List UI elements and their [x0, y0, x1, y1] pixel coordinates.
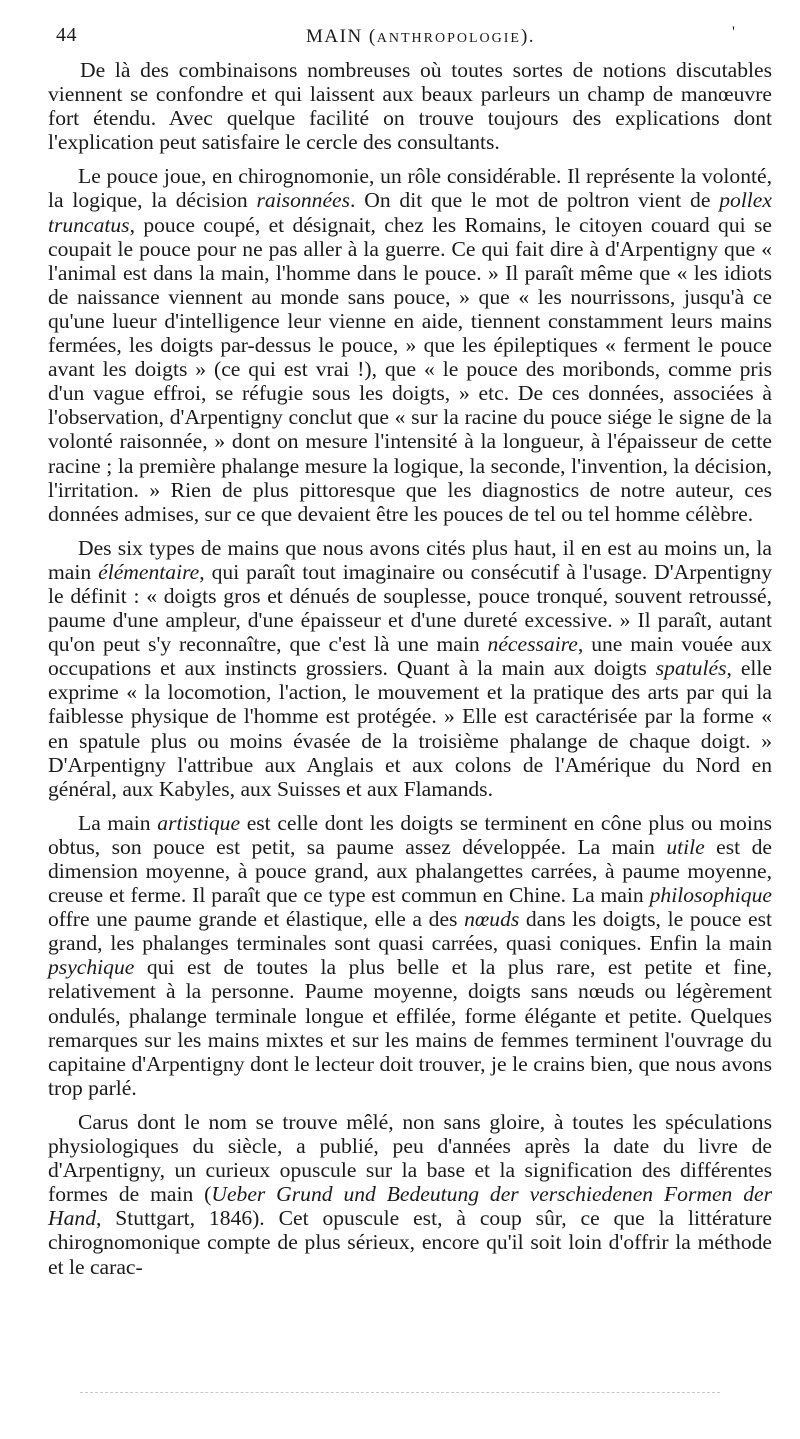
italic-term: spatulés — [655, 656, 727, 681]
footer-rule — [80, 1392, 720, 1393]
paragraph-4 — [48, 811, 772, 1100]
text-segment: dans les doigts, le pouce est grand, les phalanges terminales sont quasi carrées, quasi coniques. Enfin la main — [48, 907, 773, 956]
text-segment: , une main vouée aux occupations et aux instincts grossiers. Quant à la main aux doigts — [48, 632, 772, 681]
italic-term: philosophique — [649, 883, 772, 908]
italic-term: élémentaire — [98, 559, 200, 584]
italic-term: nécessaire — [487, 632, 578, 657]
paragraph-2 — [48, 164, 772, 525]
italic-term: nœuds — [464, 907, 520, 932]
text-segment: . On dit que le mot de poltron vient de — [350, 188, 720, 213]
running-head-small-caps: ANTHROPOLOGIE — [376, 31, 521, 46]
running-head-end: ). — [520, 26, 536, 47]
italic-term: utile — [666, 834, 705, 859]
text-segment: , pouce coupé, et désignait, chez les Romains, le citoyen couard qui se coupait le pouce pour ne pas aller à la guerre. Ce qui fait dire à d'Arpentigny que « l'animal est dans la main, l'homme dans le pouce. » Il paraît même que « les idiots de naissance viennent au monde sans pouce, » que « les nourrissons, jusqu'à ce qu'une lueur d'intelligence leur vienne en aide, tiennent constamment leurs mains fermées, les doigts par-dessus le pouce, » que les épileptiques « ferment le pouce avant les doigts » (ce qui est vrai !), que « le pouce des moribonds, comme pris d'un vague effroi, se réfugie sous les doigts, » etc. De ces données, associées à l'observation, d'Arpentigny conclut que « sur la racine du pouce siége le signe de la volonté raisonnée, » dont on mesure l'intensité à la longueur, à l'épaisseur de cette racine ; la première phalange mesure la logique, la seconde, l'invention, la décision, l'irritation. » Rien de plus pittoresque que les diagnostics de notre auteur, ces données admises, sur ce que devaient être les pouces de tel ou tel homme célèbre. — [48, 212, 772, 526]
text-segment: est de dimension moyenne, à pouce grand, aux phalangettes carrées, à paume moyenne, creuse et ferme. Il paraît que ce type est commun en Chine. La main — [48, 834, 772, 908]
text-segment: , Stuttgart, 1846). Cet opuscule est, à coup sûr, ce que la littérature chirognomonique compte de plus sérieux, encore qu'il soit loin d'offrir la méthode et le carac- — [48, 1206, 772, 1279]
italic-term: psychique — [48, 955, 135, 980]
latin-term: pollex truncatus — [48, 188, 772, 237]
italic-term: artistique — [157, 810, 241, 835]
text-segment: , elle exprime « la locomotion, l'action, le mouvement et la pratique des arts par qui la faiblesse physique de l'homme est protégée. » Elle est caractérisée par la forme « en spatule plus ou moins évasée de la troisième phalange de chaque doigt. » D'Arpentigny l'attribue aux Anglais et aux colons de l'Amérique du Nord en général, aux Kabyles, aux Suisses et aux Flamands. — [48, 656, 772, 801]
paragraph-3 — [48, 536, 772, 801]
italic-term: raisonnées — [256, 188, 351, 213]
text-segment: Carus dont le nom se trouve mêlé, non sans gloire, à toutes les spéculations physiologiques du siècle, a publié, peu d'années après la date du livre de d'Arpentigny, un curieux opuscule sur la base et la signification des différentes formes de main ( — [48, 1109, 772, 1207]
page-header — [56, 18, 770, 52]
body-text — [48, 58, 772, 1289]
paragraph-5 — [48, 1110, 772, 1279]
running-head-main: MAIN ( — [306, 26, 377, 47]
paragraph-1 — [48, 58, 772, 154]
text-segment: La main — [78, 810, 158, 835]
page-number: 44 — [56, 24, 77, 46]
text-segment: , qui paraît tout imaginaire ou consécutif à l'usage. D'Arpentigny le définit : « doigts gros et dénués de souplesse, pouce tronqué, souvent retroussé, paume d'une ampleur, d'une épaisseur et d'une dureté excessive. » Il paraît, autant qu'on peut s'y reconnaître, que c'est là une main — [48, 559, 772, 657]
text-segment: De là des combinaisons nombreuses où toutes sortes de notions discutables viennent se confondre et qui laissent aux beaux parleurs un champ de manœuvre fort étendu. Avec quelque facilité on trouve toujours des explications dont l'explication peut satisfaire le cercle des consultants. — [48, 58, 772, 155]
corner-mark: ' — [732, 24, 735, 41]
text-segment: offre une paume grande et élastique, elle a des — [48, 907, 465, 932]
text-segment: Le pouce joue, en chirognomonie, un rôle considérable. Il représente la volonté, la logique, la décision — [48, 164, 772, 213]
running-head — [306, 26, 535, 48]
text-segment: Des six types de mains que nous avons cités plus haut, il en est au moins un, la main — [48, 535, 772, 584]
book-title: Ueber Grund und Bedeutung der verschiedenen Formen der Hand — [48, 1182, 772, 1231]
text-segment: est celle dont les doigts se terminent en cône plus ou moins obtus, son pouce est petit, sa paume assez développée. La main — [48, 810, 773, 859]
text-segment: qui est de toutes la plus belle et la plus rare, est petite et fine, relativement à la personne. Paume moyenne, doigts sans nœuds ou légèrement ondulés, phalange terminale longue et effilée, forme élégante et petite. Quelques remarques sur les mains mixtes et sur les mains de femmes terminent l'ouvrage du capitaine d'Arpentigny dont le lecteur doit trouver, je le crains bien, que nous avons trop parlé. — [48, 955, 772, 1100]
